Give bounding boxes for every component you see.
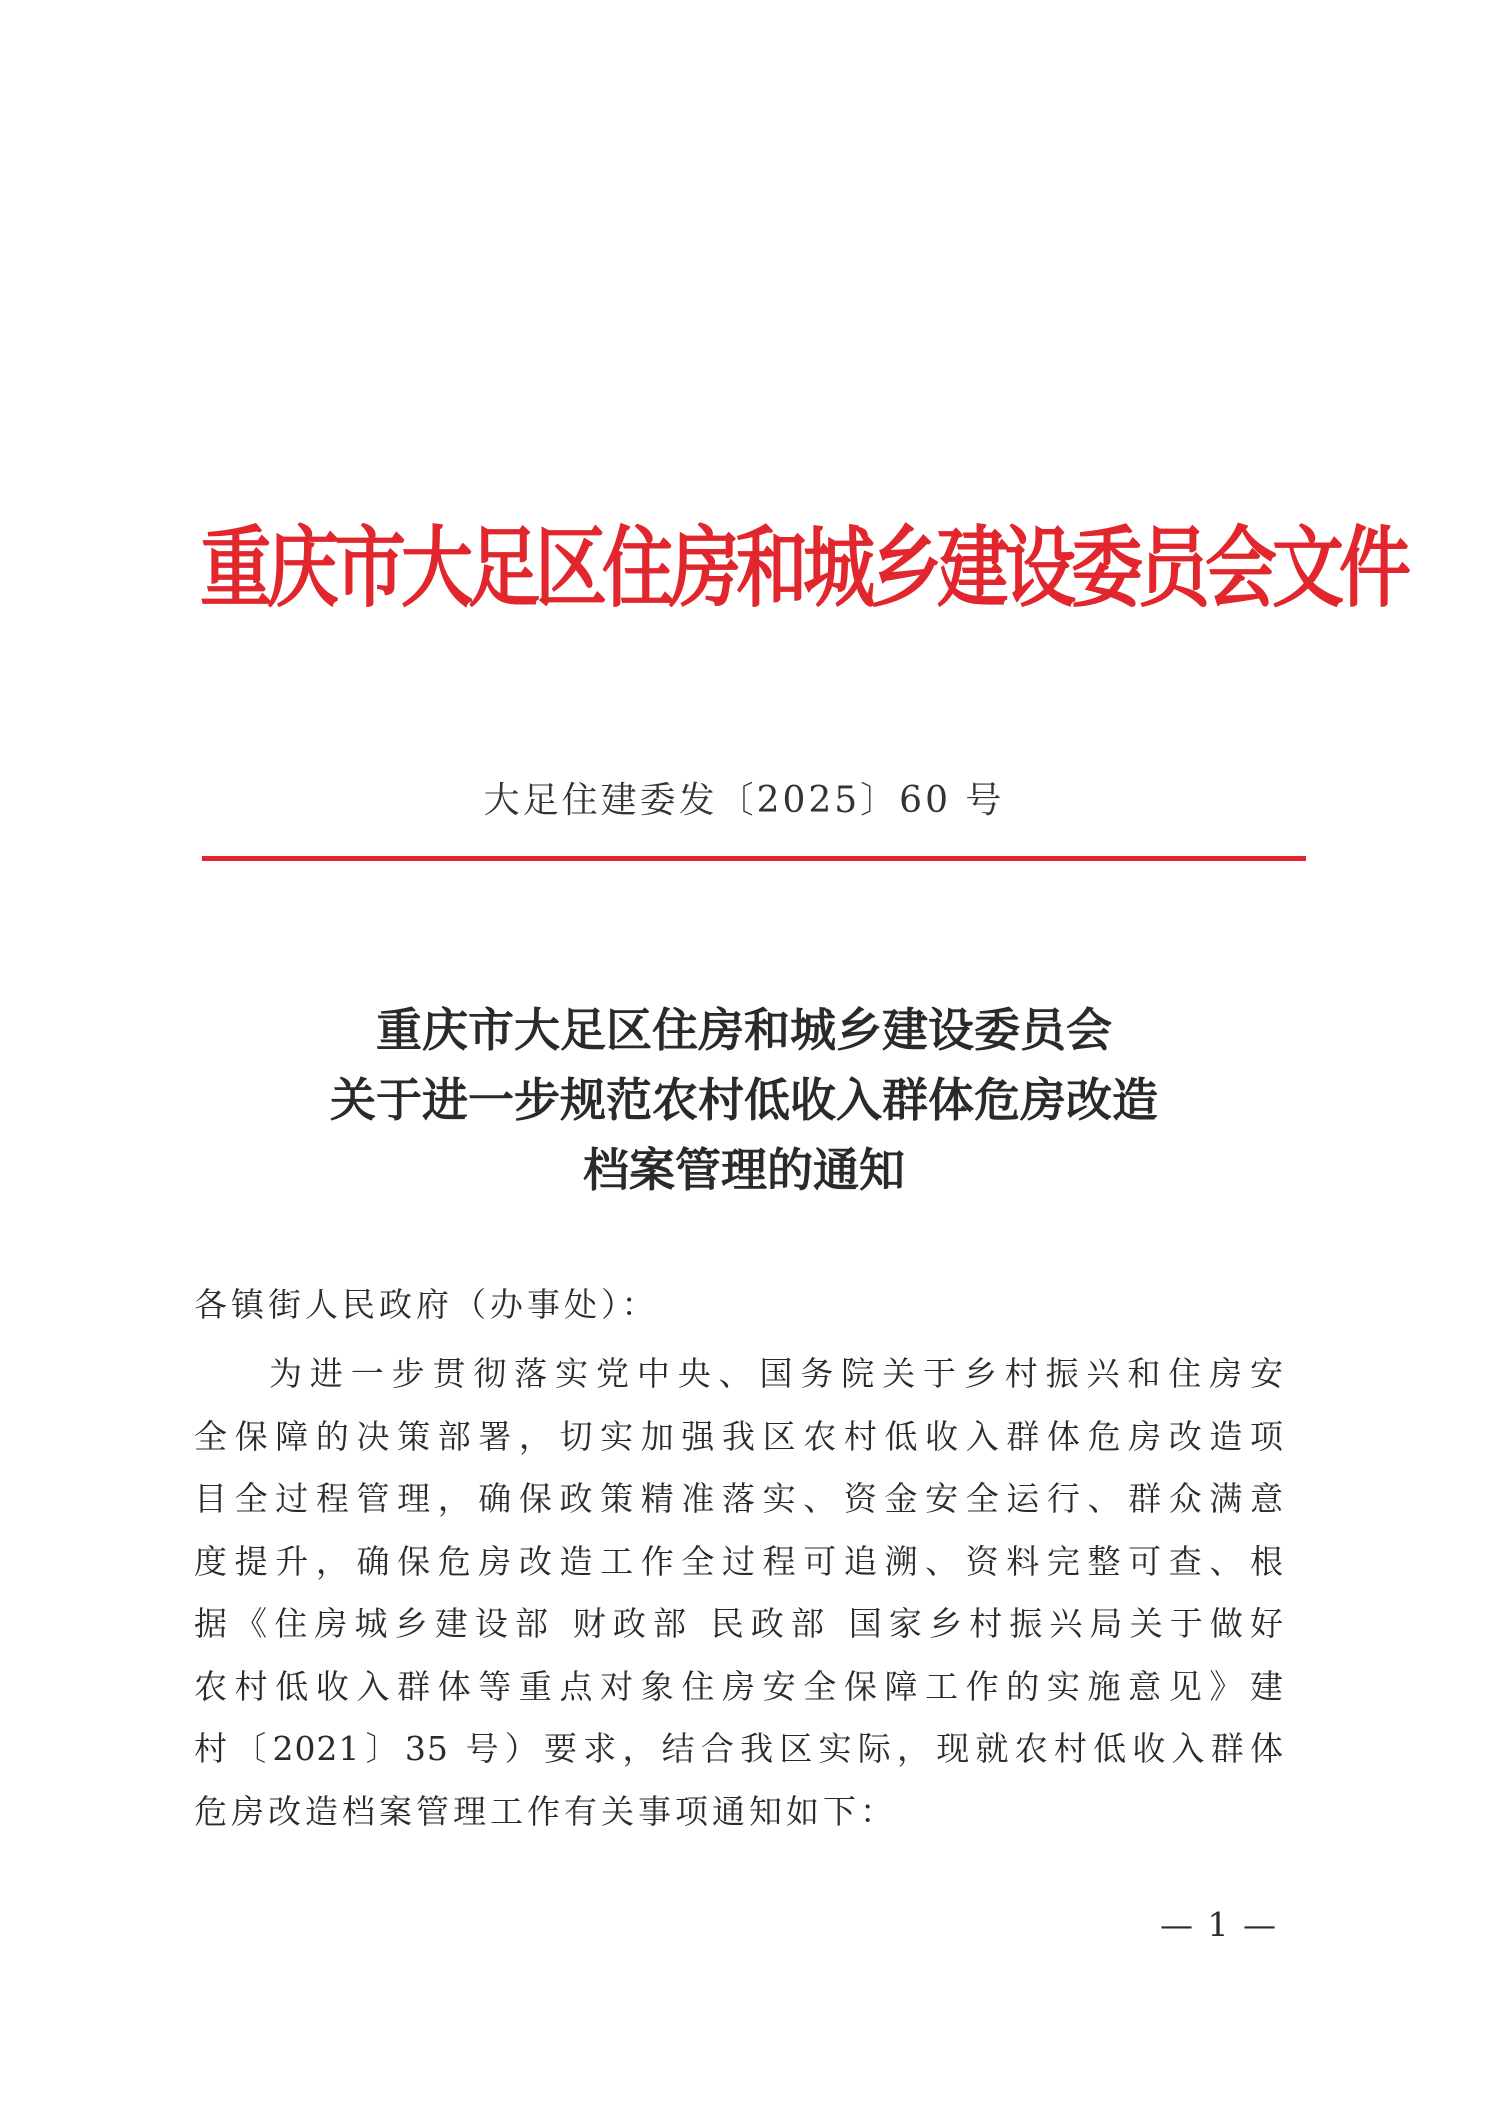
body-paragraph xyxy=(194,1343,1284,1843)
document-number: 大足住建委发〔2025〕60 号 xyxy=(483,780,1005,821)
addressee: 各镇街人民政府（办事处）： xyxy=(194,1285,659,1324)
body-line: 目全过程管理，确保政策精准落实、资金安全运行、群众满意 xyxy=(194,1479,1284,1518)
document-masthead: 重庆市大足区住房和城乡建设委员会文件 xyxy=(200,516,1407,620)
title-line-2: 关于进一步规范农村低收入群体危房改造 xyxy=(330,1073,1158,1127)
body-line: 全保障的决策部署，切实加强我区农村低收入群体危房改造项 xyxy=(194,1416,1284,1456)
body-line: 据《住房城乡建设部 财政部 民政部 国家乡村振兴局关于做好 xyxy=(194,1604,1284,1643)
body-line: 农村低收入群体等重点对象住房安全保障工作的实施意见》建 xyxy=(194,1666,1284,1706)
title-line-3: 档案管理的通知 xyxy=(583,1143,905,1197)
body-line: 为进一步贯彻落实党中央、国务院关于乡村振兴和住房安 xyxy=(269,1354,1284,1393)
red-separator-line xyxy=(202,856,1306,861)
body-line: 危房改造档案管理工作有关事项通知如下： xyxy=(194,1791,897,1831)
body-line: 度提升，确保危房改造工作全过程可追溯、资料完整可查、根 xyxy=(194,1541,1284,1581)
page-number: — 1 — xyxy=(1160,1905,1278,1944)
document-title xyxy=(0,995,1488,1205)
title-line-1: 重庆市大足区住房和城乡建设委员会 xyxy=(376,1003,1112,1057)
body-line: 村〔2021〕35 号）要求，结合我区实际，现就农村低收入群体 xyxy=(194,1729,1284,1768)
